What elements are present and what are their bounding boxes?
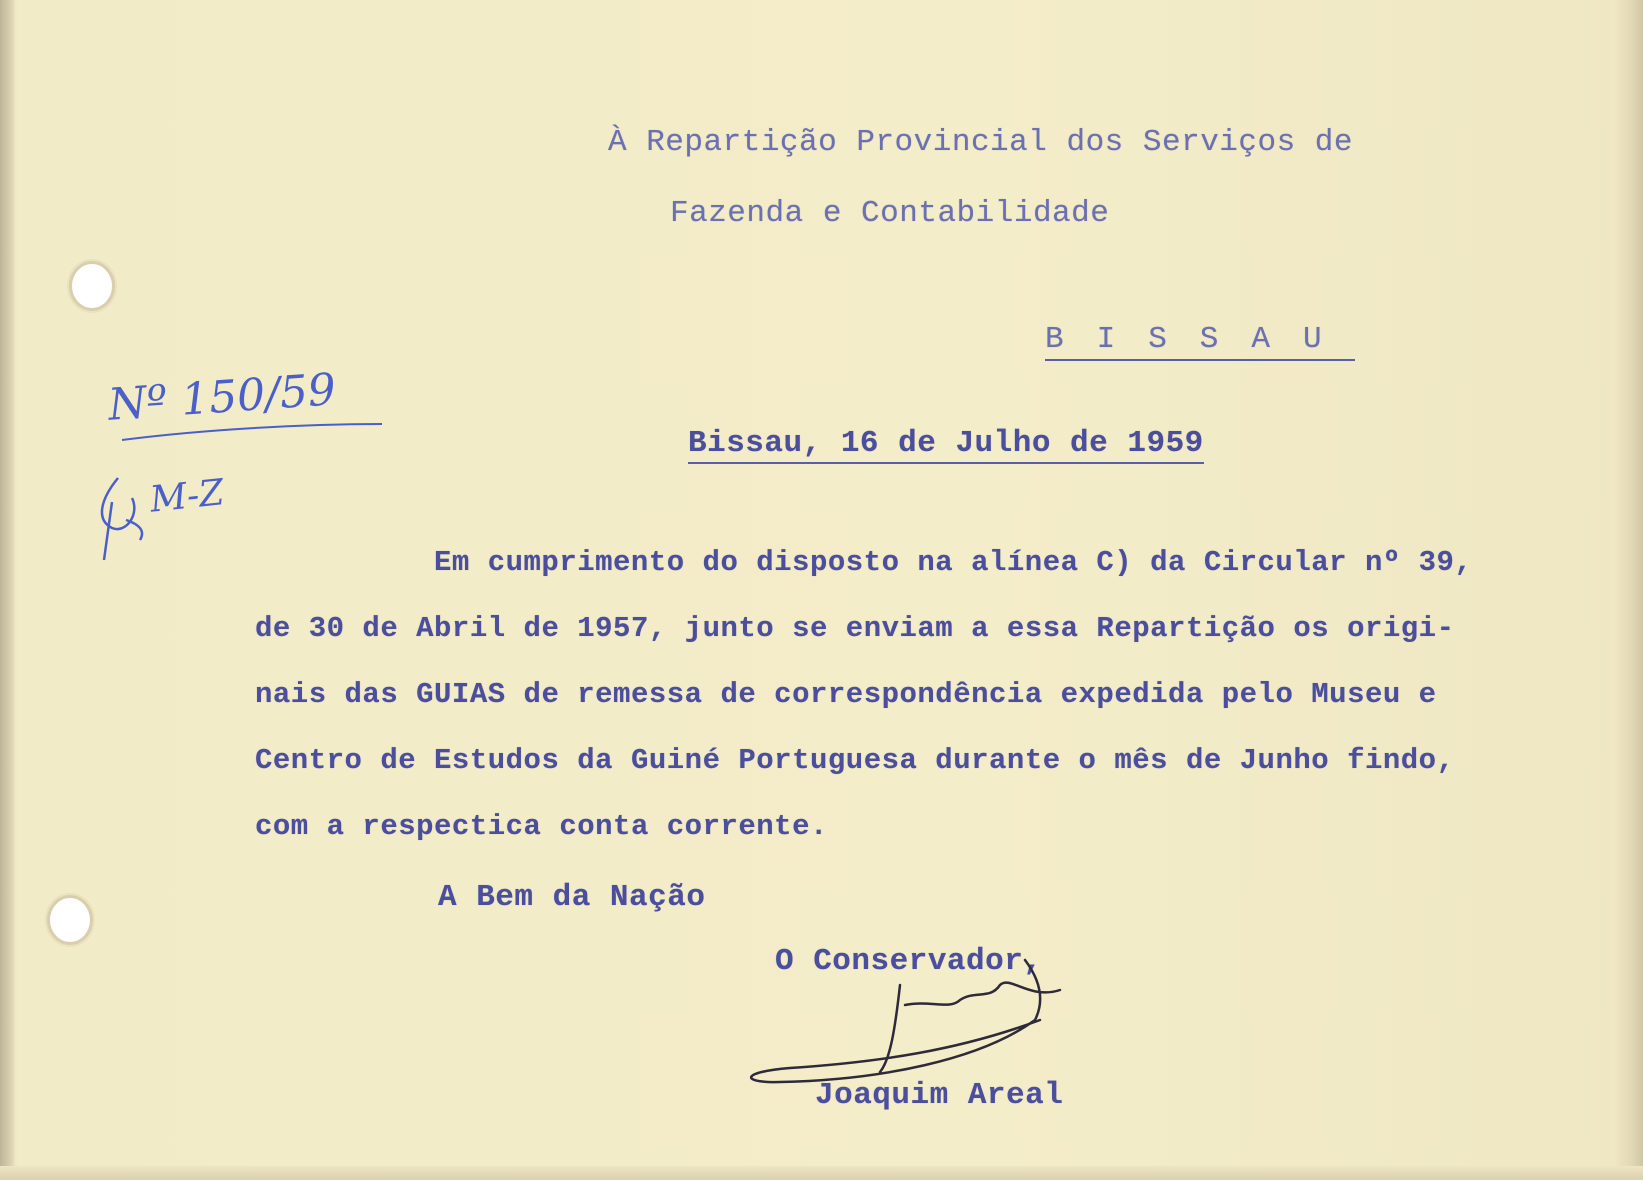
- recipient-city: BISSAU: [1045, 322, 1355, 361]
- handwritten-flourish-mark: [102, 478, 142, 560]
- reference-underline: [122, 424, 382, 440]
- handwritten-initials: M-Z: [148, 472, 226, 521]
- recipient-line-2: Fazenda e Contabilidade: [670, 196, 1110, 231]
- body-line-5: com a respectica conta corrente.: [255, 810, 828, 843]
- body-line-1: Em cumprimento do disposto na alínea C) da Circular nº 39,: [434, 546, 1473, 579]
- recipient-line-1: À Repartição Provincial dos Serviços de: [608, 125, 1354, 160]
- signer-name: Joaquim Areal: [815, 1078, 1064, 1113]
- signature-mark: [751, 960, 1060, 1082]
- closing-salutation: A Bem da Nação: [438, 880, 706, 915]
- body-line-4: Centro de Estudos da Guiné Portuguesa durante o mês de Junho findo,: [255, 744, 1455, 777]
- letter-date: Bissau, 16 de Julho de 1959: [688, 426, 1204, 464]
- body-line-3: nais das GUIAS de remessa de correspondência expedida pelo Museu e: [255, 678, 1437, 711]
- body-line-2: de 30 de Abril de 1957, junto se enviam a essa Repartição os origi-: [255, 612, 1455, 645]
- handwritten-reference-number: Nº 150/59: [106, 364, 338, 431]
- signer-title: O Conservador,: [775, 944, 1043, 979]
